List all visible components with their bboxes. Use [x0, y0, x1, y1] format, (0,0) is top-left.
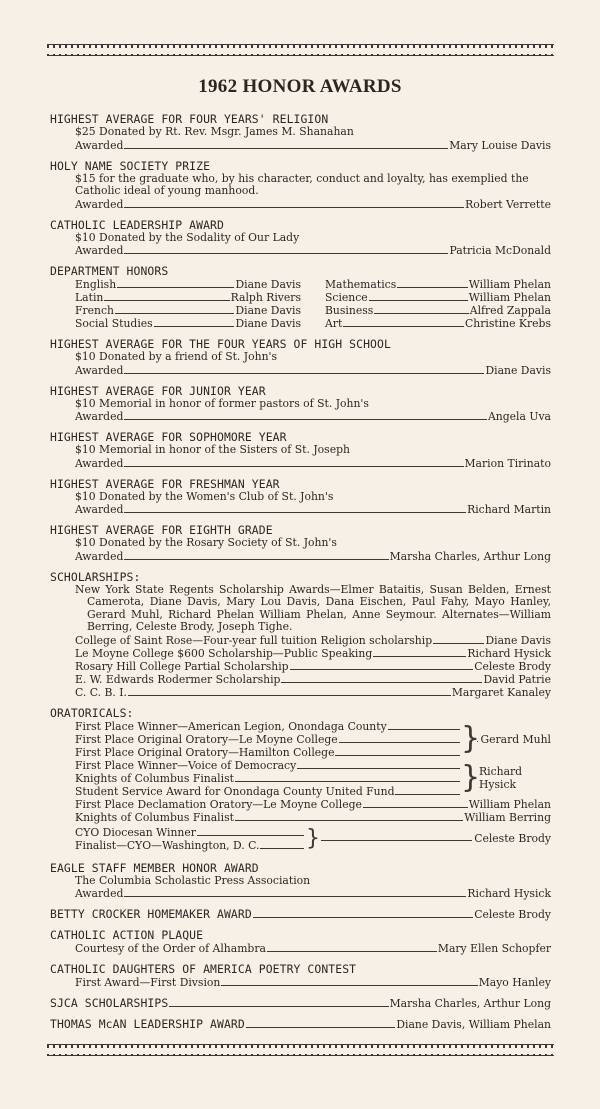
award-heading: HIGHEST AVERAGE FOR FOUR YEARS' RELIGION — [50, 112, 329, 126]
honoree: Diane Davis — [235, 278, 301, 291]
award-winner: Patricia McDonald — [449, 244, 551, 257]
leader-line — [104, 300, 229, 301]
leader-line — [169, 1006, 388, 1007]
leader-line — [124, 148, 448, 149]
award-winner: Diane Davis — [485, 363, 551, 377]
department-column-left — [75, 278, 301, 330]
leader-line — [154, 326, 235, 327]
scholarship-winner: Celeste Brody — [474, 659, 551, 673]
honoree: Alfred Zappala — [469, 304, 551, 317]
award-heading: SJCA SCHOLARSHIPS — [50, 996, 169, 1010]
leader-line — [117, 287, 234, 288]
award-freshman — [50, 477, 551, 517]
award-donor: $10 Memorial in honor of former pastors of St. John's — [75, 396, 369, 410]
award-row — [50, 198, 551, 211]
award-label: Awarded — [75, 138, 124, 152]
scholarship-label: Rosary Hill College Partial Scholarship — [75, 659, 289, 673]
award-label: Awarded — [75, 549, 124, 563]
award-label: Awarded — [75, 244, 124, 257]
award-label: Awarded — [75, 197, 124, 211]
subject: English — [75, 278, 117, 291]
award-donor: $10 Donated by a friend of St. John's — [75, 350, 278, 363]
award-label: Awarded — [75, 363, 124, 377]
oratorical-winner: Gerard Muhl — [480, 732, 551, 746]
oratorical-label: Student Service Award for Onondaga County United Fund — [75, 784, 395, 798]
leader-line — [221, 985, 477, 986]
award-eagle-staff — [50, 861, 551, 901]
oratorical-winner: Celeste Brody — [474, 832, 551, 845]
oratorical-winner-wrap — [477, 765, 551, 791]
award-row — [50, 410, 551, 423]
leader-line — [124, 207, 464, 208]
award-label: First Award—First Divsion — [75, 976, 221, 989]
award-sjca — [50, 996, 551, 1010]
award-row — [50, 942, 551, 955]
brace-icon: } — [461, 721, 481, 756]
scholarship-row — [50, 660, 551, 673]
oratorical-label: First Place Winner—Voice of Democracy — [75, 758, 297, 772]
award-label: Courtesy of the Order of Alhambra — [75, 942, 266, 955]
leader-line — [433, 643, 484, 644]
leader-line — [246, 1027, 396, 1028]
award-betty-crocker — [50, 907, 551, 921]
oratorical-row — [50, 798, 551, 811]
department-honors — [50, 264, 551, 330]
leader-line — [321, 840, 472, 841]
award-heading: HIGHEST AVERAGE FOR JUNIOR YEAR — [50, 383, 266, 398]
department-row — [75, 278, 301, 291]
award-catholic-action — [50, 928, 551, 955]
award-winner: Marion Tirinato — [464, 456, 551, 470]
leader-line — [397, 287, 467, 288]
oratorical-winner: William Phelan — [468, 797, 551, 811]
oratorical-label: Knights of Columbus Finalist — [75, 810, 234, 824]
leader-line — [343, 326, 464, 327]
award-winner: Mayo Hanley — [478, 976, 551, 989]
award-row — [50, 364, 551, 377]
scholarship-row — [50, 673, 551, 686]
scholarship-row — [50, 634, 551, 647]
award-row — [50, 996, 551, 1010]
leader-line — [124, 253, 448, 254]
award-heading: ORATORICALS: — [50, 705, 134, 720]
scholarship-winner: David Patrie — [483, 672, 551, 686]
leader-line — [128, 695, 451, 696]
scholarship-winner: Richard Hysick — [467, 646, 551, 660]
award-winner: Diane Davis, William Phelan — [396, 1018, 551, 1031]
leader-line — [124, 896, 466, 897]
honoree: William Phelan — [468, 278, 551, 291]
page-title: 1962 HONOR AWARDS — [198, 76, 402, 97]
department-grid — [50, 278, 551, 330]
leader-line — [339, 742, 460, 743]
award-heading: HOLY NAME SOCIETY PRIZE — [50, 158, 211, 173]
leader-line — [374, 313, 468, 314]
award-row — [50, 907, 551, 921]
oratorical-group — [50, 759, 551, 798]
oratorical-winner: William Berring — [464, 810, 551, 824]
leader-line — [260, 848, 304, 849]
oratorical-winner-wrap — [321, 832, 551, 845]
oratorical-label: First Place Original Oratory—Le Moyne College — [75, 732, 338, 746]
leader-line — [369, 300, 468, 301]
award-row — [50, 503, 551, 516]
oratorical-lines — [75, 759, 461, 798]
leader-line — [124, 466, 463, 467]
subject: Latin — [75, 291, 104, 304]
leader-line — [373, 656, 466, 657]
award-winner: Richard Martin — [467, 503, 551, 516]
department-column-right — [325, 278, 551, 330]
scholarship-winner: Diane Davis — [485, 633, 551, 647]
award-row — [50, 457, 551, 470]
leader-line — [124, 373, 484, 374]
scholarship-row — [50, 686, 551, 699]
award-winner: Mary Ellen Schopfer — [437, 942, 551, 955]
scholarships — [50, 570, 551, 699]
honoree: Ralph Rivers — [230, 291, 301, 304]
award-label: Awarded — [75, 456, 124, 470]
subject: Mathematics — [325, 278, 397, 291]
oratorical-winner-wrap — [477, 733, 551, 746]
scholarship-label: Le Moyne College $600 Scholarship—Public Speaking — [75, 646, 373, 660]
award-row — [50, 1017, 551, 1031]
award-heading: DEPARTMENT HONORS — [50, 264, 169, 278]
leader-line — [335, 755, 460, 756]
award-winner: Richard Hysick — [467, 887, 551, 900]
award-heading: CATHOLIC LEADERSHIP AWARD — [50, 217, 224, 232]
subject: Social Studies — [75, 317, 153, 330]
leader-line — [477, 741, 478, 742]
award-holy-name — [50, 159, 551, 211]
leader-line — [124, 419, 487, 420]
award-row — [50, 887, 551, 900]
scholarship-winner: Margaret Kanaley — [451, 685, 551, 699]
award-winner: Robert Verrette — [465, 197, 551, 211]
oratorical-line — [75, 826, 305, 839]
oratorical-label: First Place Original Oratory—Hamilton College — [75, 745, 335, 759]
award-religion — [50, 112, 551, 152]
oratorical-line — [75, 720, 461, 733]
subject: Business — [325, 304, 374, 317]
award-heading: THOMAS McAN LEADERSHIP AWARD — [50, 1017, 245, 1031]
leader-line — [197, 835, 304, 836]
honoree: William Phelan — [468, 291, 551, 304]
award-junior — [50, 384, 551, 424]
leader-line — [290, 669, 474, 670]
leader-line — [253, 917, 473, 918]
leader-line — [388, 729, 460, 730]
department-row — [325, 317, 551, 330]
oratorical-line — [75, 759, 461, 772]
award-heading: CATHOLIC DAUGHTERS OF AMERICA POETRY CONTEST — [50, 962, 357, 976]
award-winner: Marsha Charles, Arthur Long — [389, 997, 551, 1010]
department-row — [325, 304, 551, 317]
leader-line — [267, 951, 437, 952]
oratorical-label: CYO Diocesan Winner — [75, 825, 196, 839]
leader-line — [124, 559, 388, 560]
oratorical-label: Finalist—CYO—Washington, D. C. — [75, 838, 260, 852]
department-row — [75, 317, 301, 330]
award-eighth-grade — [50, 523, 551, 563]
award-leadership — [50, 218, 551, 258]
leader-line — [235, 781, 460, 782]
award-label: Awarded — [75, 887, 124, 900]
leader-line — [115, 313, 234, 314]
award-heading: HIGHEST AVERAGE FOR FRESHMAN YEAR — [50, 476, 280, 491]
honoree: Diane Davis — [235, 317, 301, 330]
subject: Science — [325, 291, 368, 304]
oratorical-lines — [75, 720, 461, 759]
award-heading: HIGHEST AVERAGE FOR THE FOUR YEARS OF HIGH SCHOOL — [50, 337, 391, 351]
award-winner: Mary Louise Davis — [449, 138, 551, 152]
award-heading: HIGHEST AVERAGE FOR SOPHOMORE YEAR — [50, 430, 287, 444]
subject: French — [75, 304, 114, 317]
award-heading: SCHOLARSHIPS: — [50, 569, 141, 584]
award-donor: $10 Memorial in honor of the Sisters of St. Joseph — [75, 443, 350, 456]
decorative-border-top — [47, 44, 554, 56]
department-row — [75, 291, 301, 304]
department-row — [75, 304, 301, 317]
award-donor: $10 Donated by the Women's Club of St. John's — [75, 489, 334, 503]
award-label: Awarded — [75, 410, 124, 423]
award-donor: $25 Donated by Rt. Rev. Msgr. James M. Shanahan — [75, 125, 354, 138]
award-sophomore — [50, 430, 551, 470]
award-heading: CATHOLIC ACTION PLAQUE — [50, 928, 204, 942]
leader-line — [235, 820, 463, 821]
awards-list — [50, 112, 551, 1038]
oratorical-row — [50, 811, 551, 824]
oratorical-group — [50, 720, 551, 759]
honoree: Christine Krebs — [464, 317, 551, 330]
award-winner: Angela Uva — [487, 410, 551, 423]
oratorical-line — [75, 733, 461, 746]
brace-icon: } — [306, 825, 320, 851]
award-mcan — [50, 1017, 551, 1031]
award-donor: $15 for the graduate who, by his character, conduct and loyalty, has exemplied the Catholic ideal of young manhood. — [75, 171, 529, 197]
oratorical-winner: Richard Hysick — [479, 765, 523, 791]
leader-line — [363, 807, 468, 808]
award-row — [50, 976, 551, 989]
brace-icon: } — [461, 760, 481, 795]
award-donor: $10 Donated by the Rosary Society of St. John's — [75, 536, 337, 549]
award-heading: HIGHEST AVERAGE FOR EIGHTH GRADE — [50, 523, 273, 537]
award-poetry-contest — [50, 962, 551, 989]
subject: Art — [325, 317, 343, 330]
oratorical-line — [75, 839, 305, 852]
scholarship-label: E. W. Edwards Rodermer Scholarship — [75, 672, 281, 686]
award-heading: BETTY CROCKER HOMEMAKER AWARD — [50, 907, 252, 921]
oratorical-label: First Place Declamation Oratory—Le Moyne College — [75, 797, 362, 811]
leader-line — [395, 794, 460, 795]
oratorical-line — [75, 746, 461, 759]
award-donor: $10 Donated by the Sodality of Our Lady — [75, 230, 300, 244]
award-four-years — [50, 337, 551, 377]
award-row — [50, 244, 551, 257]
award-donor: The Columbia Scholastic Press Association — [75, 873, 311, 887]
oratorical-label: Knights of Columbus Finalist — [75, 771, 234, 785]
leader-line — [297, 768, 460, 769]
leader-line — [281, 682, 482, 683]
award-heading: EAGLE STAFF MEMBER HONOR AWARD — [50, 860, 259, 875]
decorative-border-bottom — [47, 1044, 554, 1056]
award-row — [50, 139, 551, 152]
award-label: Awarded — [75, 503, 124, 516]
scholarship-label: College of Saint Rose—Four-year full tuition Religion scholarship — [75, 633, 433, 647]
award-row — [50, 550, 551, 563]
award-winner: Celeste Brody — [474, 908, 551, 921]
oratorical-lines — [75, 826, 305, 852]
scholarship-row — [50, 647, 551, 660]
award-winner: Marsha Charles, Arthur Long — [389, 549, 551, 563]
scholarship-label: C. C. B. I. — [75, 685, 127, 699]
oratorical-label: First Place Winner—American Legion, Onondaga County — [75, 719, 387, 733]
leader-line — [124, 512, 466, 513]
oratorical-line — [75, 785, 461, 798]
regents-paragraph: New York State Regents Scholarship Awards—Elmer Bataitis, Susan Belden, Ernest Camerota, Diane Davis, Mary Lou Davis, Dana Eischen, Paul Fahy, Mayo Hanley, Gerard Muhl, Richard Phelan William Phelan, Anne Seymour. Alternates—William Berring, Celeste Brody, Joseph Tighe. — [75, 582, 551, 633]
oratorical-line — [75, 772, 461, 785]
oratorical-group — [50, 824, 551, 854]
department-row — [325, 291, 551, 304]
honoree: Diane Davis — [235, 304, 301, 317]
oratoricals — [50, 706, 551, 854]
department-row — [325, 278, 551, 291]
